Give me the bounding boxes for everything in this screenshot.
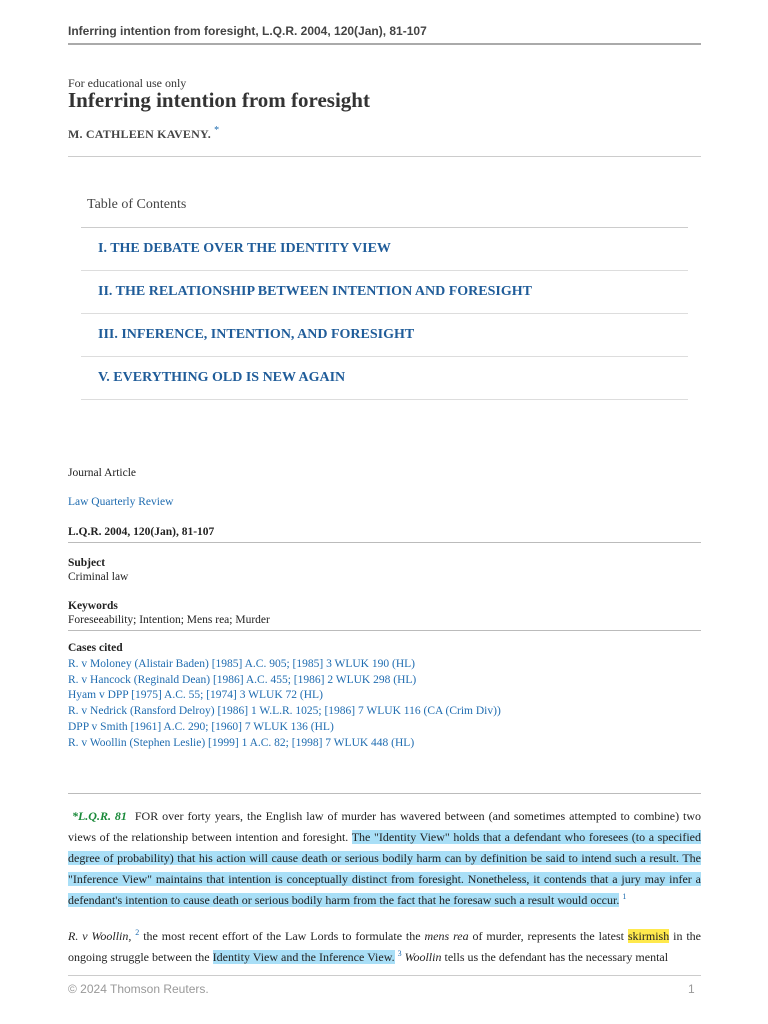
highlighted-passage[interactable]: The "Identity View" holds that a defendant who foresees (to a specified degree of probability) that his action will cause death or serious bodily harm can by definition be said to intend such a result. The "Inference View" maintains that intention is conceptually distinct from foresight. Nonetheless, it contends that a jury may infer a defendant's intention to cause death or serious bodily harm from the fact that he foresaw such a result would occur.	[68, 830, 701, 907]
body-divider	[68, 793, 701, 794]
footnote-link-2[interactable]: 2	[135, 928, 140, 937]
mens-rea-term: mens rea	[424, 929, 469, 943]
keywords-label: Keywords	[68, 600, 118, 612]
paragraph-text: the most recent effort of the Law Lords to formulate the	[143, 929, 421, 943]
page-number: 1	[688, 982, 695, 996]
case-link[interactable]: R. v Nedrick (Ransford Delroy) [1986] 1 W.L.R. 1025; [1986] 7 WLUK 116 (CA (Crim Div))	[68, 705, 501, 718]
paragraph-1	[68, 806, 701, 911]
case-reference: Woollin	[404, 950, 442, 964]
case-link[interactable]: DPP v Smith [1961] A.C. 290; [1960] 7 WLUK 136 (HL)	[68, 720, 334, 733]
toc-link-inference[interactable]: III. INFERENCE, INTENTION, AND FORESIGHT	[81, 314, 688, 357]
paragraph-text: in the ongoing struggle between the	[68, 929, 702, 964]
paragraph-text: tells us the defendant has the necessary mental	[444, 950, 669, 964]
journal-link[interactable]: Law Quarterly Review	[68, 496, 174, 508]
author-divider	[68, 156, 701, 157]
case-link[interactable]: Hyam v DPP [1975] A.C. 55; [1974] 3 WLUK 72 (HL)	[68, 689, 323, 702]
author-name: M. CATHLEEN KAVENY.	[68, 127, 211, 141]
paragraph-2	[68, 926, 701, 968]
author	[68, 127, 219, 142]
copyright: © 2024 Thomson Reuters.	[68, 982, 209, 996]
toc-link-everything-old[interactable]: V. EVERYTHING OLD IS NEW AGAIN	[81, 357, 688, 400]
citation-divider	[68, 542, 701, 543]
highlighted-passage[interactable]: Identity View and the Inference View.	[212, 950, 395, 964]
toc-link-identity-view[interactable]: I. THE DEBATE OVER THE IDENTITY VIEW	[81, 228, 688, 271]
header-divider	[68, 43, 701, 45]
table-of-contents	[81, 227, 688, 400]
cases-list	[68, 657, 501, 751]
running-header: Inferring intention from foresight, L.Q.R. 2004, 120(Jan), 81-107	[68, 24, 427, 38]
edu-notice: For educational use only	[68, 76, 187, 90]
cases-label: Cases cited	[68, 642, 123, 654]
case-link[interactable]: R. v Woollin (Stephen Leslie) [1999] 1 A.C. 82; [1998] 7 WLUK 448 (HL)	[68, 736, 415, 749]
document-title: Inferring intention from foresight	[68, 88, 370, 112]
subject-label: Subject	[68, 557, 106, 569]
keywords-value: Foreseeability; Intention; Mens rea; Murder	[68, 614, 270, 626]
doc-type: Journal Article	[68, 467, 137, 479]
article-body	[68, 806, 701, 983]
case-link[interactable]: R. v Moloney (Alistair Baden) [1985] A.C. 905; [1985] 3 WLUK 190 (HL)	[68, 658, 415, 670]
toc-link-relationship[interactable]: II. THE RELATIONSHIP BETWEEN INTENTION AND FORESIGHT	[81, 271, 688, 314]
case-link[interactable]: R. v Hancock (Reginald Dean) [1986] A.C. 455; [1986] 2 WLUK 298 (HL)	[68, 673, 417, 686]
paragraph-text: of murder, represents the latest	[472, 929, 624, 943]
page-marker: *L.Q.R. 81	[71, 809, 127, 823]
footnote-link-1[interactable]: 1	[622, 892, 627, 901]
subject-value: Criminal law	[68, 571, 129, 583]
case-reference: R. v Woollin,	[68, 929, 132, 943]
footer-divider	[68, 975, 701, 976]
highlighted-word[interactable]: skirmish	[627, 929, 670, 943]
toc-heading: Table of Contents	[87, 197, 187, 212]
footnote-link-3[interactable]: 3	[397, 949, 402, 958]
citation: L.Q.R. 2004, 120(Jan), 81-107	[68, 526, 215, 538]
author-footnote-link[interactable]: *	[214, 125, 220, 136]
keywords-divider	[68, 630, 701, 631]
paragraph-text: FOR over forty years, the English law of murder has wavered between (and sometimes attempted to combine) two views of the relationship between intention and foresight.	[68, 809, 702, 844]
